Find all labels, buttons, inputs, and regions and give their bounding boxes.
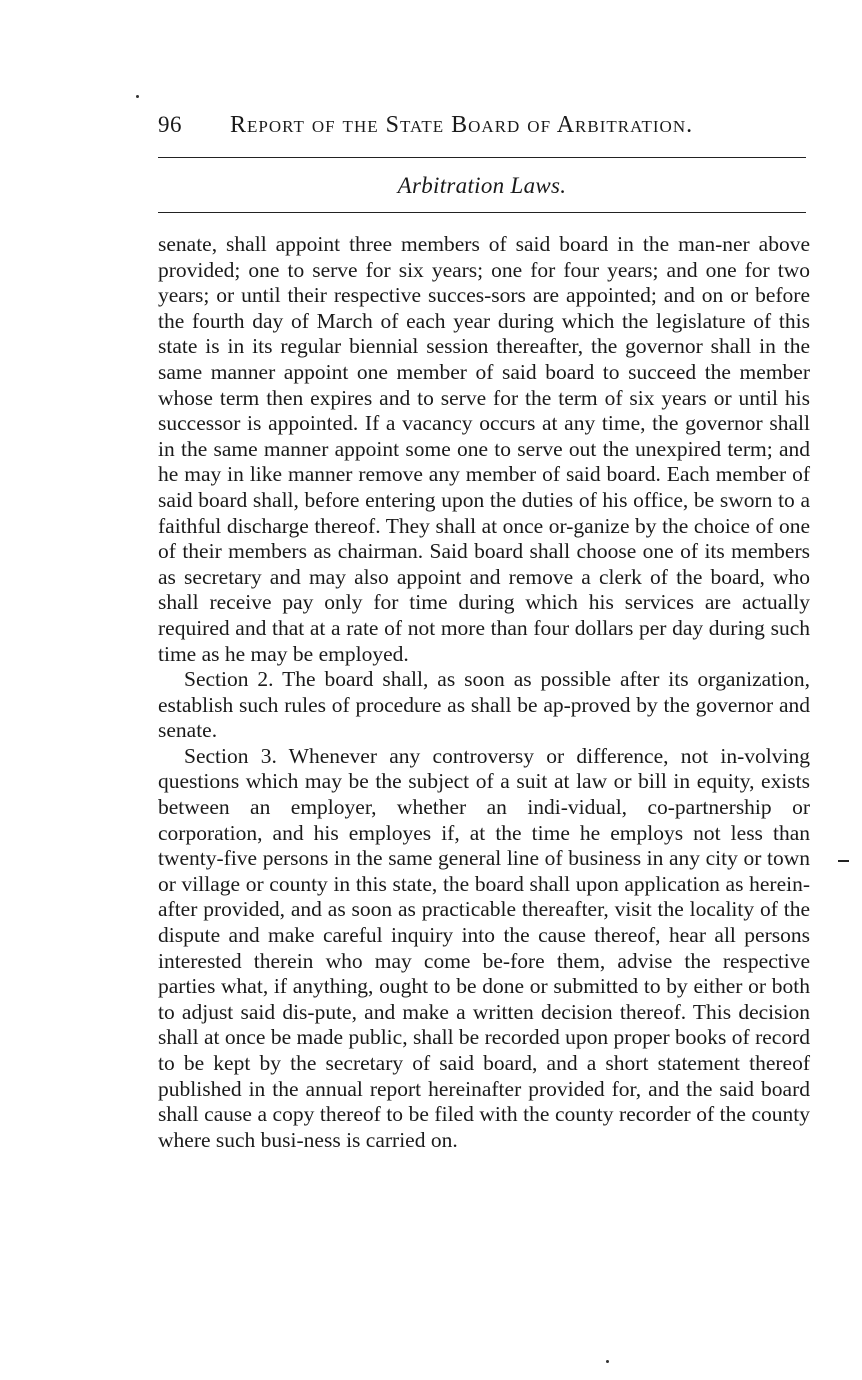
section-title: Arbitration Laws. [397, 173, 567, 198]
header-rule-bottom [158, 212, 806, 213]
page-number: 96 [158, 112, 182, 137]
header-rule-top [158, 157, 806, 158]
scan-speck [136, 95, 139, 98]
paragraph-section-3: Section 3. Whenever any controversy or difference, not in-volving questions which may be the subject of a suit at law or bill in equity, exists between an employer, whether an indi-vidual, co-partnership or corporation, and his employes if, at the time he employs not less than twenty-five persons in the same general line of business in any city or town or village or county in this state, the board shall upon application as herein-after provided, and as soon as practicable thereafter, visit the locality of the dispute and make careful inquiry into the cause thereof, hear all persons interested therein who may come be-fore them, advise the respective parties what, if anything, ought to be done or submitted to by either or both to adjust said dis-pute, and make a written decision thereof. This decision shall at once be made public, shall be recorded upon proper books of record to be kept by the secretary of said board, and a short statement thereof published in the annual report hereinafter provided for, and the said board shall cause a copy thereof to be filed with the county recorder of the county where such busi-ness is carried on. [158, 743, 810, 1152]
paragraph-section-2: Section 2. The board shall, as soon as possible after its organization, establish such rules of procedure as shall be ap-proved by the governor and senate. [158, 667, 810, 743]
margin-mark [838, 860, 849, 862]
running-title: Report of the State Board of Arbitration. [230, 112, 694, 138]
paragraph-continuation: senate, shall appoint three members of said board in the man-ner above provided; one to serve for six years; one for four years; and one for two years; or until their respective succes-sors are appointed; and on or before the fourth day of March of each year during which the legislature of this state is in its regular biennial session thereafter, the governor shall in the same manner appoint one member of said board to succeed the member whose term then expires and to serve for the term of six years or until his successor is appointed. If a vacancy occurs at any time, the governor shall in the same manner appoint some one to serve out the unexpired term; and he may in like manner remove any member of said board. Each member of said board shall, before entering upon the duties of his office, be sworn to a faithful discharge thereof. They shall at once or-ganize by the choice of one of their members as chairman. Said board shall choose one of its members as secretary and may also appoint and remove a clerk of the board, who shall receive pay only for time during which his services are actually required and that at a rate of not more than four dollars per day during such time as he may be employed. [158, 232, 810, 666]
body-text [158, 232, 810, 1153]
page-header [158, 106, 808, 146]
scan-speck [606, 1360, 609, 1363]
